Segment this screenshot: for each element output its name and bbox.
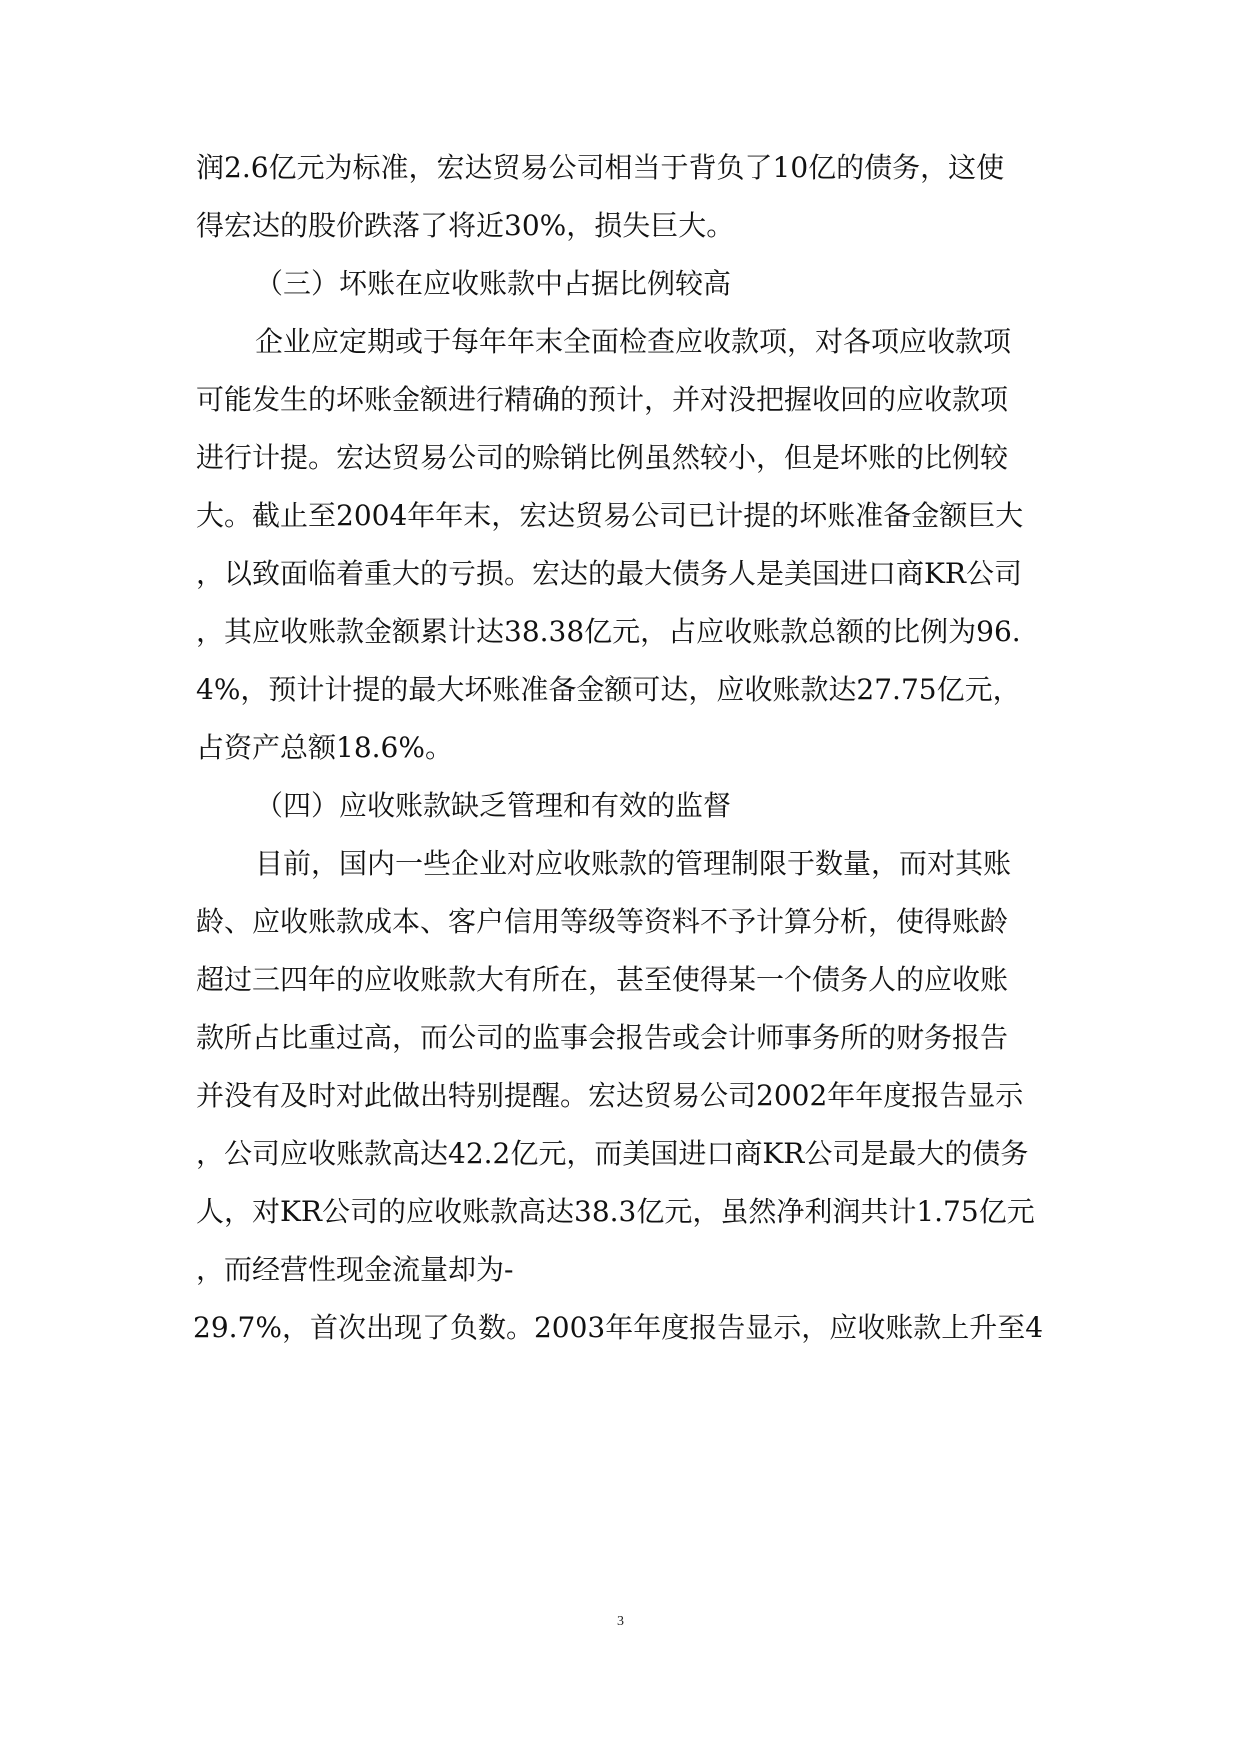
paragraph-line: 目前，国内一些企业对应收账款的管理制限于数量，而对其账 [255, 847, 1012, 880]
paragraph-line: 进行计提。宏达贸易公司的赊销比例虽然较小，但是坏账的比例较 [196, 441, 1009, 474]
paragraph-line: ，其应收账款金额累计达38.38亿元，占应收账款总额的比例为96. [196, 615, 1021, 648]
paragraph-line: 可能发生的坏账金额进行精确的预计，并对没把握收回的应收款项 [196, 383, 1009, 416]
paragraph-line: ，以致面临着重大的亏损。宏达的最大债务人是美国进口商KR公司 [196, 557, 1023, 590]
page-number: 3 [617, 1614, 624, 1629]
paragraph-line: ，公司应收账款高达42.2亿元，而美国进口商KR公司是最大的债务 [196, 1137, 1029, 1170]
paragraph-line: 超过三四年的应收账款大有所在，甚至使得某一个债务人的应收账 [196, 963, 1009, 996]
paragraph-line: 款所占比重过高，而公司的监事会报告或会计师事务所的财务报告 [196, 1021, 1009, 1054]
paragraph-line: ，而经营性现金流量却为- [196, 1253, 514, 1286]
paragraph-line: 并没有及时对此做出特别提醒。宏达贸易公司2002年年度报告显示 [196, 1079, 1024, 1112]
paragraph-line: 得宏达的股价跌落了将近30%，损失巨大。 [196, 209, 735, 242]
paragraph-line: 大。截止至2004年年末，宏达贸易公司已计提的坏账准备金额巨大 [196, 499, 1024, 532]
paragraph-line: 企业应定期或于每年年末全面检查应收款项，对各项应收款项 [255, 325, 1012, 358]
paragraph-line: 占资产总额18.6%。 [196, 731, 453, 764]
section-heading: （三）坏账在应收账款中占据比例较高 [255, 267, 732, 300]
paragraph-line: 润2.6亿元为标准，宏达贸易公司相当于背负了10亿的债务，这使 [196, 151, 1005, 184]
paragraph-line: 4%，预计计提的最大坏账准备金额可达，应收账款达27.75亿元， [196, 673, 1021, 706]
paragraph-line: 龄、应收账款成本、客户信用等级等资料不予计算分析，使得账龄 [196, 905, 1009, 938]
section-heading: （四）应收账款缺乏管理和有效的监督 [255, 789, 732, 822]
paragraph-line: 人，对KR公司的应收账款高达38.3亿元，虽然净利润共计1.75亿元 [196, 1195, 1035, 1228]
paragraph-line: 29.7%，首次出现了负数。2003年年度报告显示，应收账款上升至4 [193, 1311, 1044, 1344]
